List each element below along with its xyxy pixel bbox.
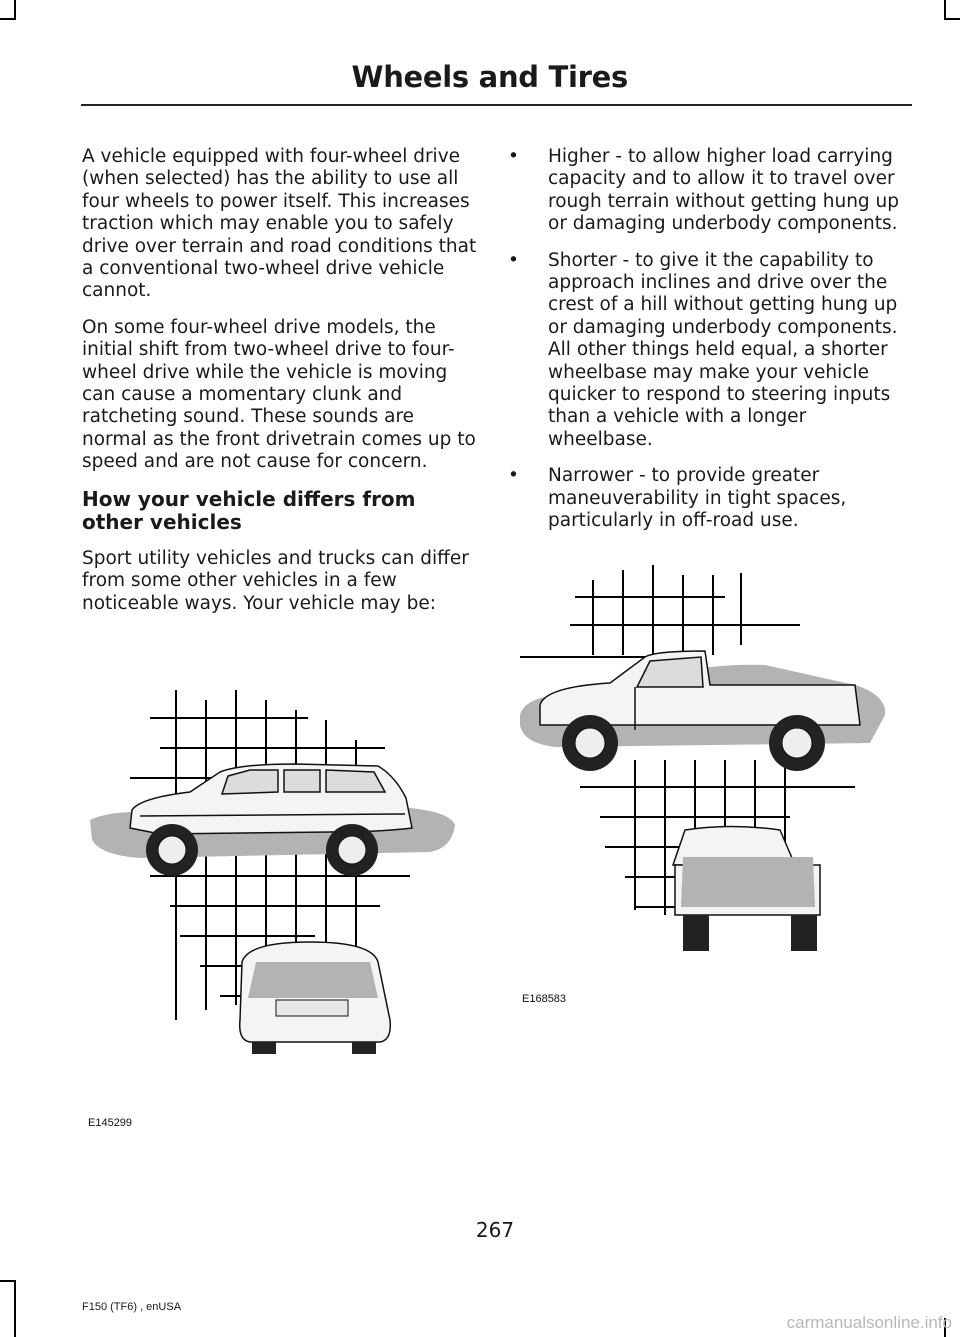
suv-rear-view xyxy=(240,942,391,1054)
list-item-text: Shorter - to give it the capability to approach inclines and drive over the crest of a hill without getting hung up or damaging underbody components. All other things held equal, a shorter wheelbase may make your vehicle quicker to respond to steering inputs than a vehicle with a longer wheelbase. xyxy=(548,249,898,450)
bullet-icon: • xyxy=(508,465,519,487)
page-title: Wheels and Tires xyxy=(351,60,628,94)
crop-mark xyxy=(14,0,16,20)
truck-illustration xyxy=(515,565,895,985)
suv-illustration xyxy=(80,680,480,1080)
figure-id-truck: E168583 xyxy=(522,993,567,1005)
paragraph: A vehicle equipped with four-wheel drive (when selected) has the ability to use all four wheels to power itself. This increases traction which may enable you to safely drive over terrain and road conditions that a conventional two-wheel drive vehicle cannot. xyxy=(82,146,477,302)
paragraph: On some four-wheel drive models, the initial shift from two-wheel drive to four-wheel drive while the vehicle is moving can cause a momentary clunk and ratcheting sound. These sounds are normal as the front drivetrain comes up to speed and are not cause for concern. xyxy=(82,316,476,473)
truck-rear-view xyxy=(673,827,820,952)
list-item xyxy=(508,465,912,532)
left-column xyxy=(82,146,480,629)
crop-mark xyxy=(0,18,16,20)
section-heading: How your vehicle differs from other vehicles xyxy=(82,486,416,534)
figure-id-suv: E145299 xyxy=(88,1117,133,1129)
header-divider xyxy=(81,104,912,106)
suv-side-view xyxy=(130,764,412,834)
bullet-icon: • xyxy=(508,146,519,167)
list-item-text: Narrower - to provide greater maneuverability in tight spaces, particularly in off-road use. xyxy=(548,465,847,532)
watermark: carmanualsonline.info xyxy=(786,1313,952,1332)
crop-mark xyxy=(14,1280,16,1337)
crop-mark xyxy=(944,0,946,20)
list-item xyxy=(508,146,912,236)
list-item xyxy=(508,250,912,452)
bullet-icon: • xyxy=(508,249,519,271)
bullet-list xyxy=(508,146,912,533)
footer-model: F150 (TF6) , enUSA xyxy=(82,1301,182,1313)
paragraph: Sport utility vehicles and trucks can differ from some other vehicles in a few noticeable ways. Your vehicle may be: xyxy=(82,547,469,614)
crop-mark xyxy=(944,18,960,20)
right-column xyxy=(508,146,912,547)
page-number: 267 xyxy=(475,1218,515,1242)
crop-mark xyxy=(0,1280,16,1282)
list-item-text: Higher - to allow higher load carrying capacity and to allow it to travel over rough terrain without getting hung up or damaging underbody components. xyxy=(548,146,900,235)
